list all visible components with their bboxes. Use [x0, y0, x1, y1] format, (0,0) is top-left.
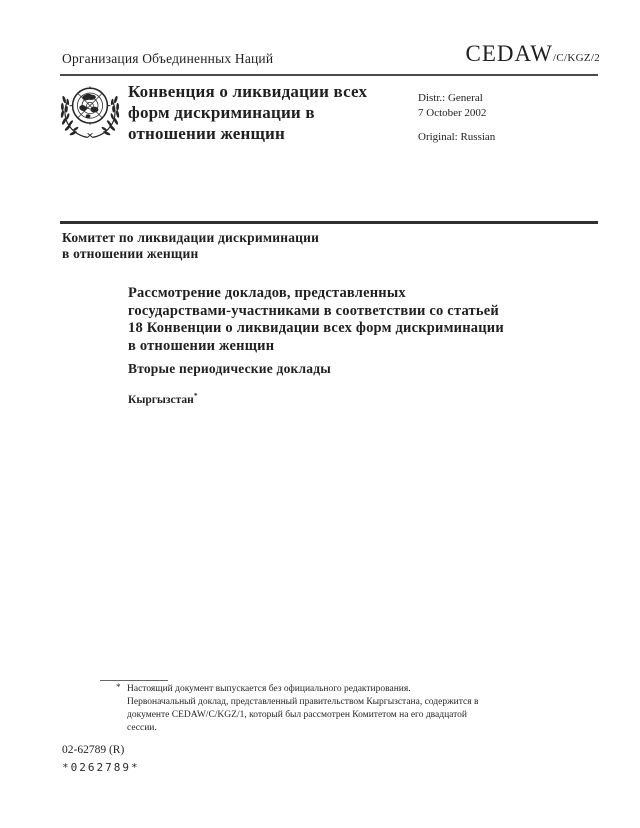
committee-name [62, 230, 319, 261]
footnote-separator [100, 680, 168, 681]
report-heading-line: государствами-участниками в соответствии со статьей [128, 302, 499, 319]
document-symbol-main: CEDAW [465, 41, 553, 66]
footnote-marker: * [116, 682, 121, 692]
footnote-line: сессии. [127, 723, 157, 733]
report-heading-line: в отношении женщин [128, 337, 275, 354]
un-emblem-icon [60, 82, 120, 140]
distr-line: Distr.: General [418, 92, 483, 104]
org-name: Организация Объединенных Наций [62, 51, 274, 66]
report-heading-line: Рассмотрение докладов, представленных [128, 285, 406, 301]
distribution-info [418, 91, 486, 121]
country-name: Кыргызстан* [128, 391, 198, 406]
header-rule [60, 74, 598, 76]
document-symbol-suffix: /C/KGZ/2 [552, 52, 600, 64]
committee-line: в отношении женщин [62, 245, 199, 261]
original-language-line: Original: Russian [418, 131, 496, 143]
footnote [113, 683, 513, 735]
report-heading-line: 18 Конвенции о ликвидации всех форм дискриминации [128, 320, 504, 336]
barcode-text: *0262789* [62, 761, 140, 774]
footnote-line: Первоначальный доклад, представленный правительством Кыргызстана, содержится в [127, 697, 479, 707]
convention-title-line: форм дискриминации в [128, 103, 315, 122]
report-heading [128, 285, 504, 355]
committee-line: Комитет по ликвидации дискриминации [62, 230, 320, 245]
job-number: 02-62789 (R) [62, 744, 125, 756]
convention-title-line: отношении женщин [128, 124, 286, 143]
convention-title-line: Конвенция о ликвидации всех [128, 82, 368, 101]
convention-title [128, 81, 367, 144]
footnote-line: Настоящий документ выпускается без официального редактирования. [127, 684, 411, 694]
report-subheading: Вторые периодические доклады [128, 361, 331, 376]
footnote-line: документе CEDAW/C/KGZ/1, который был рассмотрен Комитетом на его двадцатой [127, 710, 467, 720]
date-line: 7 October 2002 [418, 107, 487, 119]
section-rule [60, 221, 598, 224]
country-footnote-marker: * [193, 391, 198, 400]
document-symbol [466, 41, 601, 67]
